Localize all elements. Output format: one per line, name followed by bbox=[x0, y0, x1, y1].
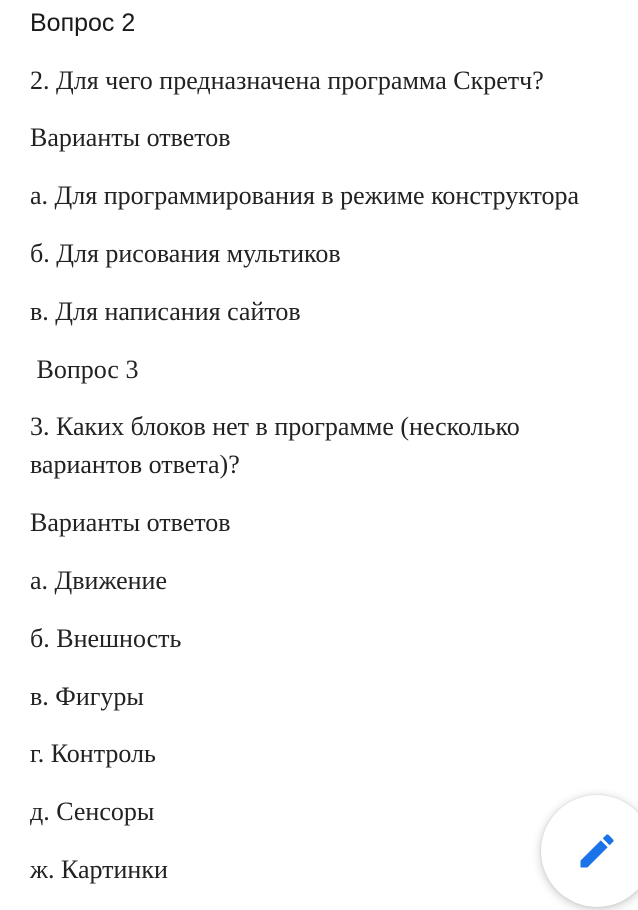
question-3-options-label: Варианты ответов bbox=[30, 508, 231, 537]
question-3-option-b: б. Внешность bbox=[30, 624, 182, 653]
question-2-text: 2. Для чего предназначена программа Скретч? bbox=[30, 66, 544, 95]
pencil-icon bbox=[575, 829, 619, 873]
question-3-option-e: д. Сенсоры bbox=[30, 797, 155, 826]
question-2-option-c: в. Для написания сайтов bbox=[30, 297, 301, 326]
question-2-option-b: б. Для рисования мультиков bbox=[30, 239, 341, 268]
question-3-option-f: ж. Картинки bbox=[30, 855, 168, 884]
question-3-heading: Вопрос 3 bbox=[30, 355, 139, 384]
question-3-option-a: а. Движение bbox=[30, 566, 167, 595]
question-3-option-c: в. Фигуры bbox=[30, 682, 144, 711]
question-3-option-d: г. Контроль bbox=[30, 739, 156, 768]
question-2-option-a: а. Для программирования в режиме конструктора bbox=[30, 181, 580, 210]
question-2-heading: Вопрос 2 bbox=[30, 9, 136, 37]
question-3-text: 3. Каких блоков нет в программе (несколько вариантов ответа)? bbox=[30, 412, 520, 479]
question-2-options-label: Варианты ответов bbox=[30, 123, 231, 152]
edit-button[interactable] bbox=[541, 795, 638, 907]
